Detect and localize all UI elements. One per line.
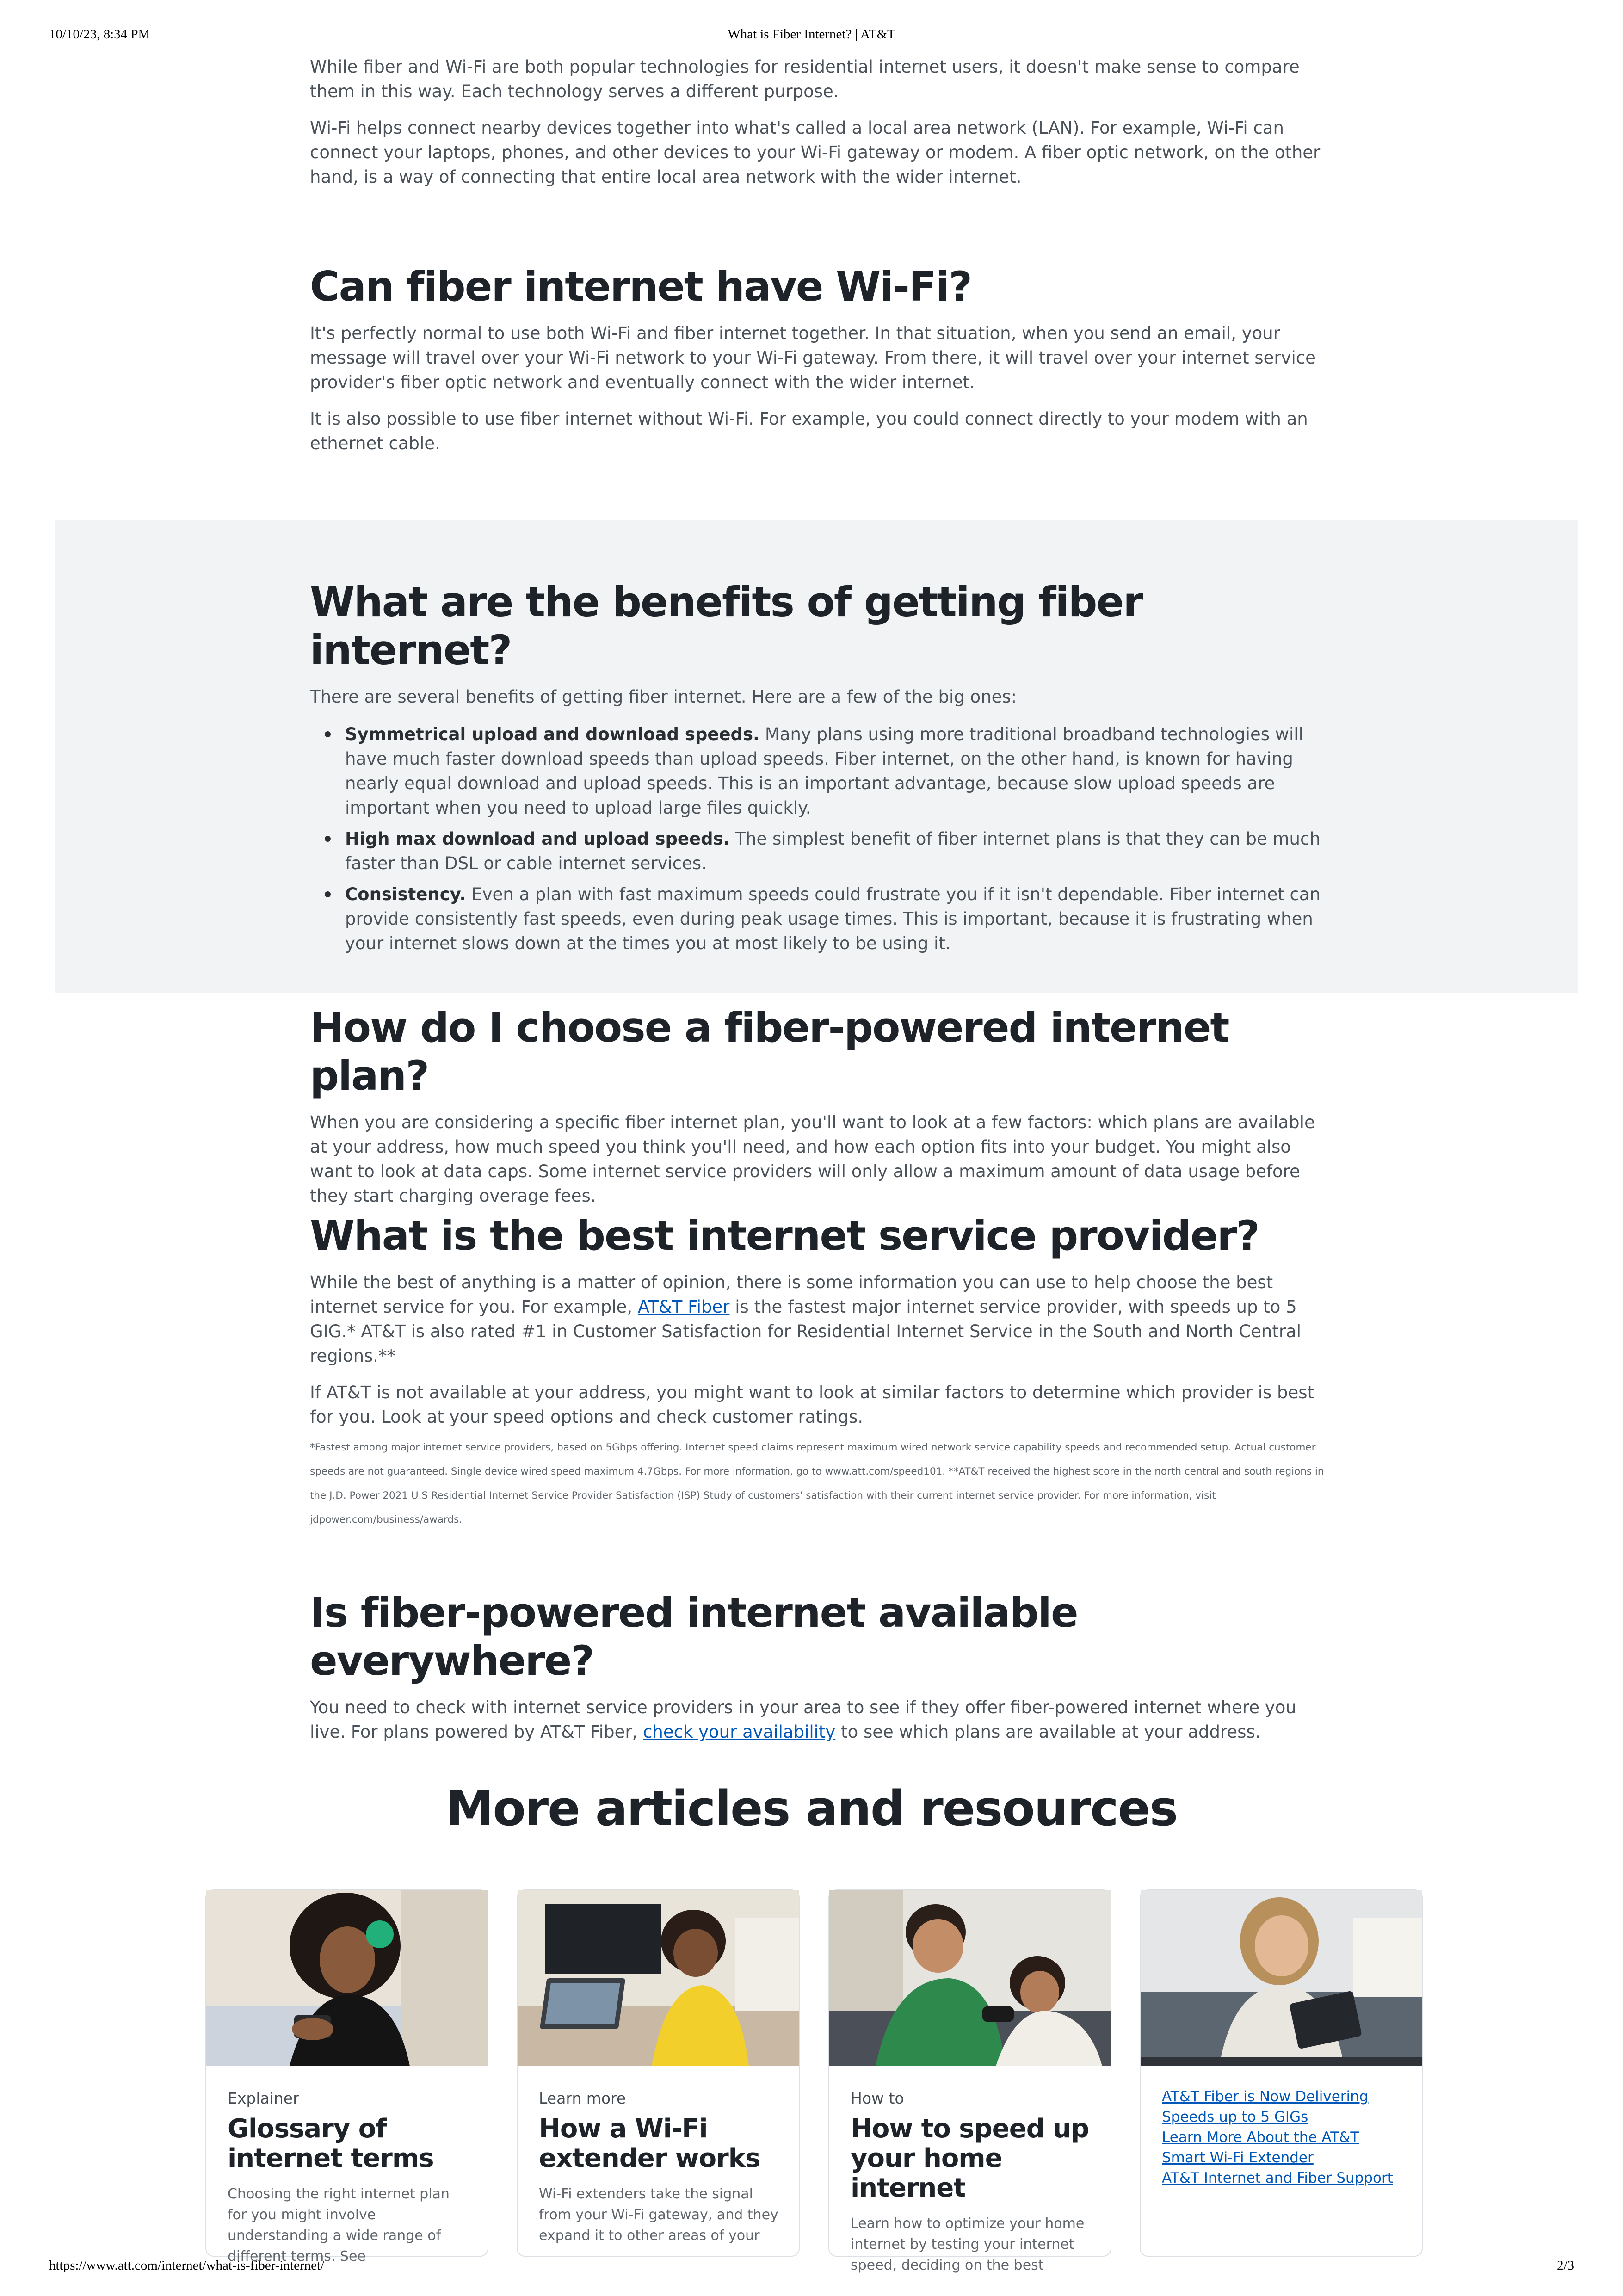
choose-heading: How do I choose a fiber-powered internet plan? xyxy=(310,1004,1229,1099)
print-datetime: 10/10/23, 8:34 PM xyxy=(49,27,150,42)
card-image-woman-with-phone xyxy=(206,1890,488,2066)
best-provider-paragraph-1: While the best of anything is a matter of opinion, there is some information you can use to help choose the best internet service for you. For example, AT&T Fiber is the fastest major internet service provider, with speeds up to 5 GIG.* AT&T is also rated #1 in Customer Satisfaction for Residential Internet Service in the South and North Central regions.** xyxy=(310,1272,1302,1366)
intro-block xyxy=(310,55,1327,201)
wifi-paragraph-1: It's perfectly normal to use both Wi-Fi and fiber internet together. In that situation, when you send an email, your message will travel over your Wi-Fi network to your Wi-Fi gateway. From there, it will travel over your internet service provider's fiber optic network and eventually connect with the wider internet. xyxy=(310,323,1316,392)
link-internet-fiber-support[interactable]: AT&T Internet and Fiber Support xyxy=(1162,2170,1393,2186)
card-title[interactable]: How a Wi-Fi extender works xyxy=(539,2114,760,2173)
availability-section xyxy=(310,1589,1327,1756)
wifi-paragraph-2: It is also possible to use fiber internet without Wi-Fi. For example, you could connect directly to your modem with an ethernet cable. xyxy=(310,409,1308,453)
card-image-gamers xyxy=(829,1890,1111,2066)
article-card-speed-up[interactable] xyxy=(828,1889,1111,2273)
best-provider-heading: What is the best internet service provider? xyxy=(310,1212,1259,1259)
print-url: https://www.att.com/internet/what-is-fiber-internet/ xyxy=(49,2258,325,2273)
benefits-intro: There are several benefits of getting fiber internet. Here are a few of the big ones: xyxy=(310,687,1017,707)
benefits-section xyxy=(310,578,1327,962)
card-kicker: How to xyxy=(851,2089,904,2107)
fine-print: *Fastest among major internet service providers, based on 5Gbps offering. Internet speed claims represent maximum wired network service capability speeds and recommended setup. Actual customer speeds are not guaranteed. Single device wired speed maximum 4.7Gbps. For more information, go to www.att.com/speed101. **AT&T received the highest score in the north central and south regions in the J.D. Power 2021 U.S Residential Internet Service Provider Satisfaction (ISP) Study of customers' satisfaction with their current internet service provider. For more information, visit jdpower.com/business/awards. xyxy=(310,1442,1324,1525)
choose-section xyxy=(310,1004,1327,1220)
link-fiber-5-gigs[interactable]: AT&T Fiber is Now Delivering Speeds up to 5 GIGs xyxy=(1162,2088,1369,2125)
resources-heading: More articles and resources xyxy=(445,1780,1178,1837)
card-description: Choosing the right internet plan for you might involve understanding a wide range of different terms. See xyxy=(228,2186,450,2265)
benefit-item-title: Consistency. xyxy=(345,884,466,904)
article-card-glossary[interactable] xyxy=(205,1889,488,2265)
choose-paragraph: When you are considering a specific fiber internet plan, you'll want to look at a few factors: which plans are available at your address, how much speed you think you'll need, and how each option fits into your budget. You might also want to look at data caps. Some internet service providers will only allow a maximum amount of data usage before they start charging overage fees. xyxy=(310,1112,1315,1206)
card-kicker: Learn more xyxy=(539,2089,626,2107)
check-availability-link[interactable]: check your availability xyxy=(643,1722,836,1742)
card-kicker: Explainer xyxy=(228,2089,299,2107)
intro-paragraph-2: Wi-Fi helps connect nearby devices together into what's called a local area network (LAN). For example, Wi-Fi can connect your laptops, phones, and other devices to your Wi-Fi gateway or modem. A fiber optic network, on the other hand, is a way of connecting that entire local area network with the wider internet. xyxy=(310,118,1321,187)
intro-paragraph-1: While fiber and Wi-Fi are both popular technologies for residential internet users, it doesn't make sense to compare them in this way. Each technology serves a different purpose. xyxy=(310,57,1300,101)
article-card-wifi-extender[interactable] xyxy=(517,1889,800,2257)
resource-links-card xyxy=(1140,1889,1423,2257)
att-fiber-link[interactable]: AT&T Fiber xyxy=(637,1297,730,1317)
benefit-item-text: Many plans using more traditional broadband technologies will have much faster download speeds than upload speeds. Fiber internet, on the other hand, is known for having nearly equal download and upload speeds. This is an important advantage, because slow upload speeds are important when you need to upload large files quickly. xyxy=(345,724,1303,818)
benefits-list xyxy=(310,722,1327,956)
benefit-item-title: High max download and upload speeds. xyxy=(345,829,730,849)
best-provider-paragraph-2: If AT&T is not available at your address, you might want to look at similar factors to determine which provider is best for you. Look at your speed options and check customer ratings. xyxy=(310,1383,1314,1427)
benefit-item xyxy=(345,722,1327,820)
wifi-section xyxy=(310,263,1327,468)
card-image-woman-with-tablet xyxy=(1141,1890,1422,2066)
availability-paragraph: You need to check with internet service providers in your area to see if they offer fiber-powered internet where you live. For plans powered by AT&T Fiber, check your availability to see which plans are available at your address. xyxy=(310,1697,1296,1742)
card-description: Wi-Fi extenders take the signal from your Wi-Fi gateway, and they expand it to other areas of your xyxy=(539,2186,778,2244)
print-page-title: What is Fiber Internet? | AT&T xyxy=(728,27,895,42)
benefits-heading: What are the benefits of getting fiber internet? xyxy=(310,578,1142,674)
card-image-boy-with-laptop xyxy=(518,1890,799,2066)
print-page-number: 2/3 xyxy=(1556,2258,1574,2273)
card-title[interactable]: Glossary of internet terms xyxy=(228,2114,434,2173)
benefit-item-text: Even a plan with fast maximum speeds could frustrate you if it isn't dependable. Fiber internet can provide consistently fast speeds, even during peak usage times. This is important, because it is frustrating when your internet slows down at the times you at most likely to be using it. xyxy=(345,884,1321,953)
wifi-section-heading: Can fiber internet have Wi-Fi? xyxy=(310,263,972,310)
resource-links xyxy=(1162,2086,1402,2188)
best-provider-section xyxy=(310,1212,1327,1532)
benefit-item xyxy=(345,827,1327,876)
print-header xyxy=(0,27,1623,45)
link-smart-wifi-extender[interactable]: Learn More About the AT&T Smart Wi-Fi Extender xyxy=(1162,2129,1359,2166)
availability-heading: Is fiber-powered internet available everywhere? xyxy=(310,1589,1078,1685)
card-description: Learn how to optimize your home internet by testing your internet speed, deciding on the best xyxy=(851,2216,1085,2273)
benefit-item-title: Symmetrical upload and download speeds. xyxy=(345,724,760,744)
card-title[interactable]: How to speed up your home internet xyxy=(851,2114,1089,2203)
benefit-item-text: The simplest benefit of fiber internet plans is that they can be much faster than DSL or cable internet services. xyxy=(345,829,1321,873)
benefit-item xyxy=(345,882,1327,956)
